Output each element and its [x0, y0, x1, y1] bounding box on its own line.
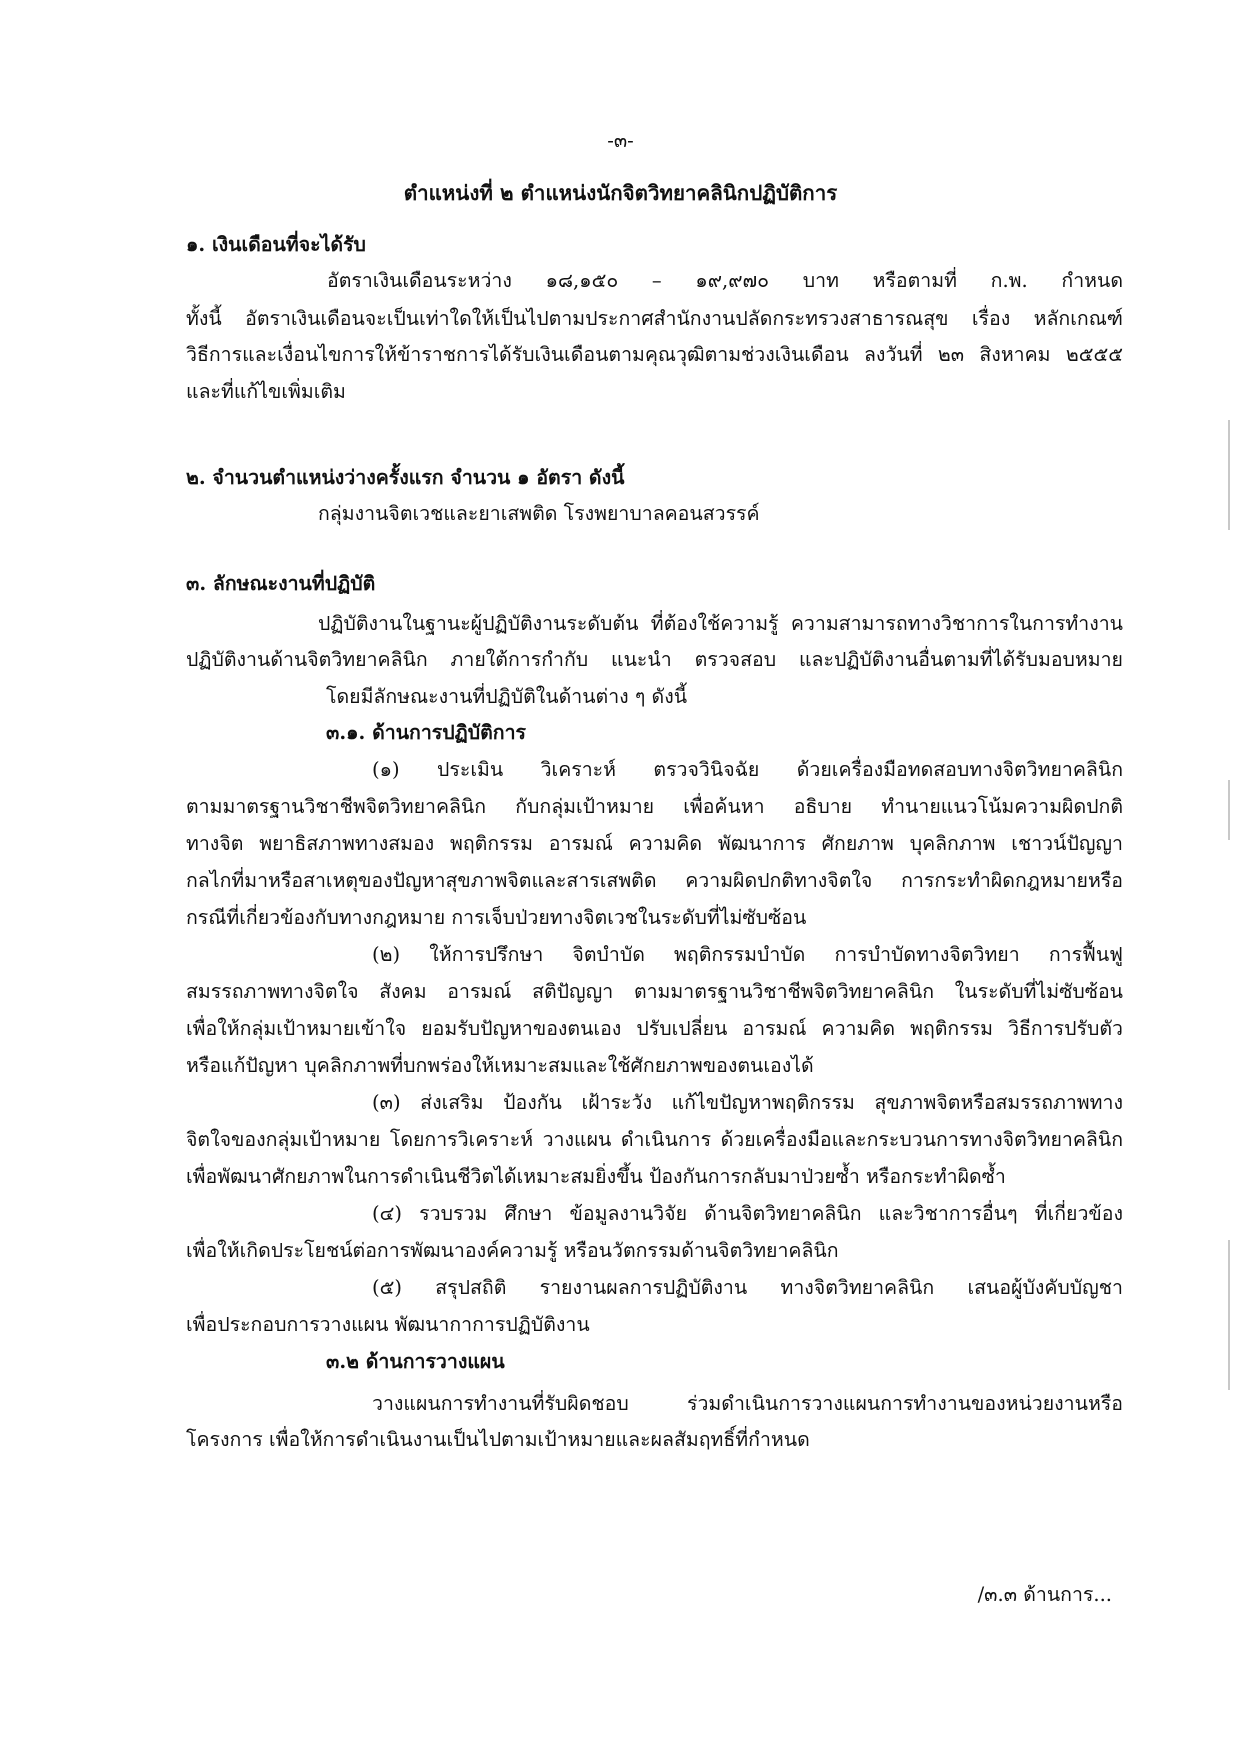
section-2-line: กลุ่มงานจิตเวชและยาเสพติด โรงพยาบาลคอนสวรรค์ — [318, 502, 760, 525]
section-3-heading: ๓. ลักษณะงานที่ปฏิบัติ — [186, 572, 376, 595]
duty-item-line: เพื่อให้เกิดประโยชน์ต่อการพัฒนาองค์ความรู้ หรือนวัตกรรมด้านจิตวิทยาคลินิก — [186, 1239, 839, 1262]
document-title: ตำแหน่งที่ ๒ ตำแหน่งนักจิตวิทยาคลินิกปฏิบัติการ — [403, 181, 838, 205]
section-1-line: ทั้งนี้ อัตราเงินเดือนจะเป็นเท่าใดให้เป็นไปตามประกาศสำนักงานปลัดกระทรวงสาธารณสุข เรื่อง หลักเกณฑ์ — [186, 307, 1123, 330]
continuation-note: /๓.๓ ด้านการ... — [977, 1583, 1112, 1606]
section-1-line: อัตราเงินเดือนระหว่าง ๑๘,๑๕๐ – ๑๙,๙๗๐ บาท หรือตามที่ ก.พ. กำหนด — [327, 269, 1123, 292]
duty-item-line: (๑) ประเมิน วิเคราะห์ ตรวจวินิจฉัย ด้วยเครื่องมือทดสอบทางจิตวิทยาคลินิก — [372, 758, 1123, 781]
section-2-heading: ๒. จำนวนตำแหน่งว่างครั้งแรก จำนวน ๑ อัตรา ดังนี้ — [186, 466, 625, 489]
duty-item-line: (๔) รวบรวม ศึกษา ข้อมูลงานวิจัย ด้านจิตวิทยาคลินิก และวิชาการอื่นๆ ที่เกี่ยวข้อง — [372, 1202, 1123, 1225]
scan-edge-mark — [1228, 780, 1230, 840]
duty-item-line: (๒) ให้การปรึกษา จิตบำบัด พฤติกรรมบำบัด การบำบัดทางจิตวิทยา การฟื้นฟู — [372, 943, 1123, 966]
duty-item-line: หรือแก้ปัญหา บุคลิกภาพที่บกพร่องให้เหมาะสมและใช้ศักยภาพของตนเองได้ — [186, 1054, 814, 1077]
section-3-intro-line: ปฏิบัติงานด้านจิตวิทยาคลินิก ภายใต้การกำกับ แนะนำ ตรวจสอบ และปฏิบัติงานอื่นตามที่ได้รับมอบหมาย — [186, 648, 1123, 671]
subsection-3-1-heading: ๓.๑. ด้านการปฏิบัติการ — [326, 721, 526, 744]
subsection-3-2-heading: ๓.๒ ด้านการวางแผน — [326, 1350, 505, 1373]
planning-line: โครงการ เพื่อให้การดำเนินงานเป็นไปตามเป้าหมายและผลสัมฤทธิ์ที่กำหนด — [186, 1428, 810, 1451]
duty-item-line: สมรรถภาพทางจิตใจ สังคม อารมณ์ สติปัญญา ตามมาตรฐานวิชาชีพจิตวิทยาคลินิก ในระดับที่ไม่ซับซ้อน — [186, 980, 1123, 1003]
duty-item-line: ตามมาตรฐานวิชาชีพจิตวิทยาคลินิก กับกลุ่มเป้าหมาย เพื่อค้นหา อธิบาย ทำนายแนวโน้มความผิดปกติ — [186, 795, 1123, 818]
duty-item-line: เพื่อให้กลุ่มเป้าหมายเข้าใจ ยอมรับปัญหาของตนเอง ปรับเปลี่ยน อารมณ์ ความคิด พฤติกรรม วิธีการปรับตัว — [186, 1017, 1123, 1040]
duty-item-line: กลไกที่มาหรือสาเหตุของปัญหาสุขภาพจิตและสารเสพติด ความผิดปกติทางจิตใจ การกระทำผิดกฎหมายหรือ — [186, 869, 1123, 892]
section-1-line: และที่แก้ไขเพิ่มเติม — [186, 380, 346, 403]
duty-item-line: กรณีที่เกี่ยวข้องกับทางกฎหมาย การเจ็บป่วยทางจิตเวชในระดับที่ไม่ซับซ้อน — [186, 906, 807, 929]
scan-edge-mark — [1228, 420, 1230, 530]
duty-item-line: เพื่อพัฒนาศักยภาพในการดำเนินชีวิตได้เหมาะสมยิ่งขึ้น ป้องกันการกลับมาป่วยซ้ำ หรือกระทำผิดซ้ำ — [186, 1165, 1006, 1188]
scan-edge-mark — [1228, 1240, 1230, 1390]
duty-item-line: (๕) สรุปสถิติ รายงานผลการปฏิบัติงาน ทางจิตวิทยาคลินิก เสนอผู้บังคับบัญชา — [372, 1276, 1123, 1299]
duty-item-line: (๓) ส่งเสริม ป้องกัน เฝ้าระวัง แก้ไขปัญหาพฤติกรรม สุขภาพจิตหรือสมรรถภาพทาง — [372, 1091, 1123, 1114]
duty-item-line: เพื่อประกอบการวางแผน พัฒนากาการปฏิบัติงาน — [186, 1313, 590, 1336]
section-1-line: วิธีการและเงื่อนไขการให้ข้าราชการได้รับเงินเดือนตามคุณวุฒิตามช่วงเงินเดือน ลงวันที่ ๒๓ สิงหาคม ๒๕๕๕ — [186, 343, 1123, 366]
planning-line: วางแผนการทำงานที่รับผิดชอบ ร่วมดำเนินการวางแผนการทำงานของหน่วยงานหรือ — [372, 1392, 1123, 1415]
section-3-intro-line: ปฏิบัติงานในฐานะผู้ปฏิบัติงานระดับต้น ที่ต้องใช้ความรู้ ความสามารถทางวิชาการในการทำงาน — [318, 612, 1123, 635]
duty-item-line: จิตใจของกลุ่มเป้าหมาย โดยการวิเคราะห์ วางแผน ดำเนินการ ด้วยเครื่องมือและกระบวนการทางจิตวิทยาคลินิก — [186, 1128, 1123, 1151]
page-number: -๓- — [607, 129, 634, 152]
section-3-intro-line: โดยมีลักษณะงานที่ปฏิบัติในด้านต่าง ๆ ดังนี้ — [326, 685, 688, 708]
section-1-heading: ๑. เงินเดือนที่จะได้รับ — [186, 233, 366, 256]
duty-item-line: ทางจิต พยาธิสภาพทางสมอง พฤติกรรม อารมณ์ ความคิด พัฒนาการ ศักยภาพ บุคลิกภาพ เชาวน์ปัญญา — [186, 832, 1123, 855]
